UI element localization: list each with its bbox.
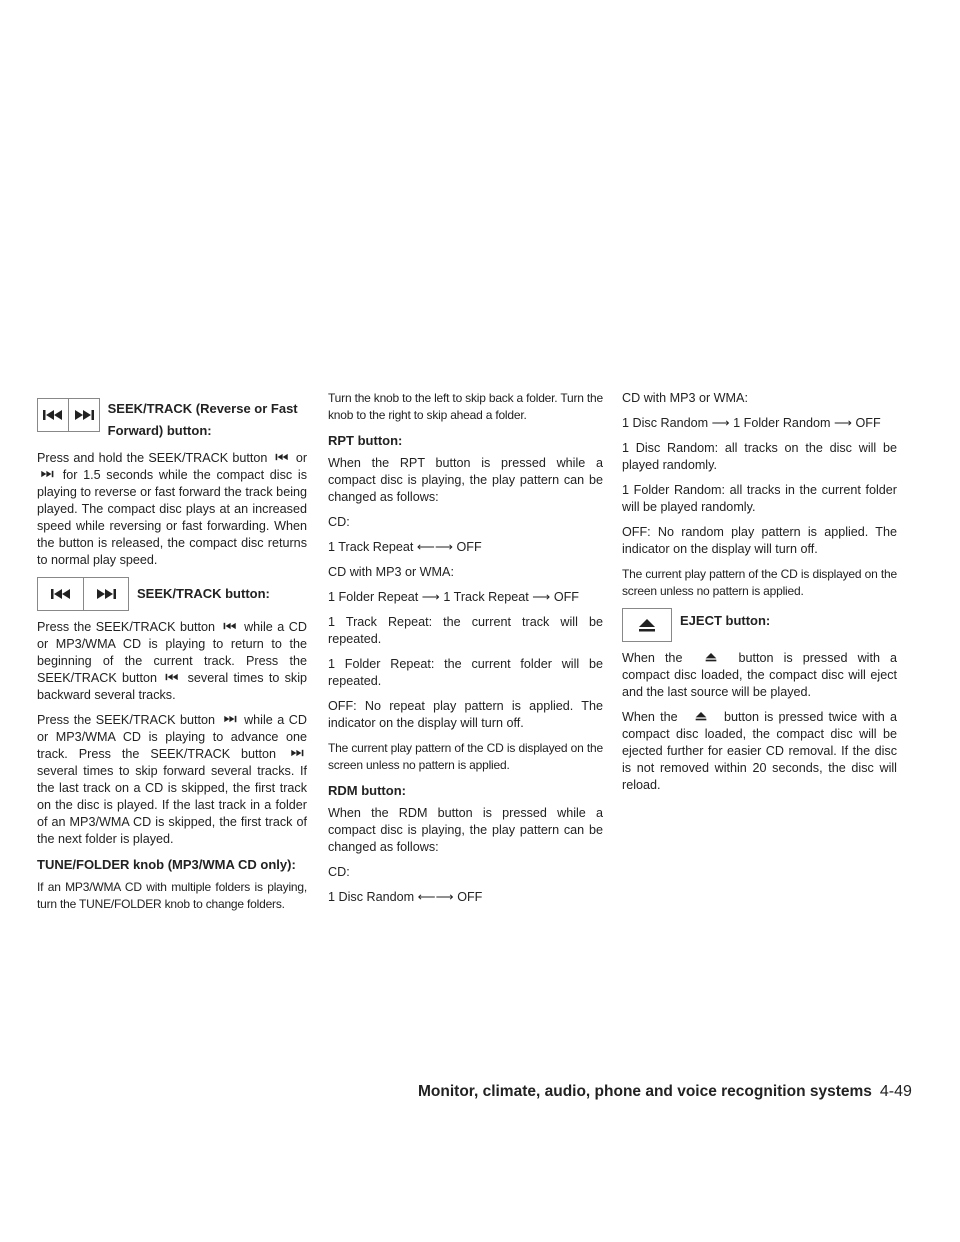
page-footer xyxy=(418,1083,912,1101)
rdm-intro: When the RDM button is pressed while a compact disc is playing, the play pattern can be changed as follows: xyxy=(328,806,603,854)
rdm-display-desc: The current play pattern of the CD is displayed on the screen unless no pattern is applied. xyxy=(622,567,897,598)
seek-track-hold-paragraph xyxy=(37,450,307,569)
tune-folder-paragraph: If an MP3/WMA CD with multiple folders is playing, turn the TUNE/FOLDER knob to change folders. xyxy=(37,880,307,911)
text-segment: several times to skip backward several tracks. xyxy=(37,671,308,702)
eject-icon xyxy=(705,652,717,662)
eject-title: EJECT button: xyxy=(680,613,771,628)
rdm-cd-label: CD: xyxy=(328,865,350,879)
rdm-heading: RDM button: xyxy=(328,783,406,798)
skip-back-button-graphic xyxy=(37,577,83,611)
seek-track-back-paragraph xyxy=(37,619,307,704)
text-segment: When the xyxy=(622,710,678,724)
rpt-display-desc: The current play pattern of the CD is displayed on the screen unless no pattern is applied. xyxy=(328,741,603,772)
eject-icon xyxy=(695,711,707,721)
seek-track-title: SEEK/TRACK button: xyxy=(137,586,270,601)
text-segment: while a CD or MP3/WMA CD is playing to advance one track. Press the SEEK/TRACK button xyxy=(37,713,307,761)
eject-button-graphic xyxy=(622,608,672,642)
text-segment: or xyxy=(295,451,308,465)
tune-folder-heading: TUNE/FOLDER knob (MP3/WMA CD only): xyxy=(37,857,296,872)
rdm-off-desc: OFF: No random play pattern is applied. The indicator on the display will turn off. xyxy=(622,525,897,556)
text-segment: Press the SEEK/TRACK button xyxy=(37,713,216,727)
text-segment: while a CD or MP3/WMA CD is playing to return to the beginning of the current track. Press the SEEK/TRACK button xyxy=(37,620,307,685)
skip-back-icon xyxy=(223,621,237,631)
seek-track-reverse-ff-title: SEEK/TRACK (Reverse or Fast Forward) button: xyxy=(107,401,298,438)
rpt-intro: When the RPT button is pressed while a compact disc is playing, the play pattern can be changed as follows: xyxy=(328,456,603,504)
rpt-cd-label: CD: xyxy=(328,515,350,529)
skip-back-icon xyxy=(275,452,289,462)
skip-back-icon xyxy=(165,672,179,682)
rpt-mp3-label: CD with MP3 or WMA: xyxy=(328,565,454,579)
skip-forward-icon xyxy=(290,748,304,758)
seek-track-forward-paragraph xyxy=(37,712,307,848)
rpt-track-desc: 1 Track Repeat: the current track will be repeated. xyxy=(328,615,603,646)
text-segment: Press and hold the SEEK/TRACK button xyxy=(37,451,268,465)
skip-forward-icon xyxy=(73,409,95,421)
rdm-mp3-sequence: 1 Disc Random ⟶ 1 Folder Random ⟶ OFF xyxy=(622,416,881,430)
column-2 xyxy=(328,390,603,914)
rdm-disc-desc: 1 Disc Random: all tracks on the disc will be played randomly. xyxy=(622,441,897,472)
column-3 xyxy=(622,390,897,802)
column-1 xyxy=(37,398,307,921)
rdm-mp3-label: CD with MP3 or WMA: xyxy=(622,391,748,405)
text-segment: button is pressed with a compact disc loaded, the compact disc will eject and the last source will be played. xyxy=(622,651,898,699)
page-number: 4-49 xyxy=(879,1083,912,1100)
skip-forward-icon xyxy=(40,469,54,479)
rpt-heading: RPT button: xyxy=(328,433,403,448)
rpt-off-desc: OFF: No repeat play pattern is applied. The indicator on the display will turn off. xyxy=(328,699,603,730)
seek-track-reverse-ff-heading xyxy=(37,398,307,442)
eject-paragraph-2 xyxy=(622,709,897,794)
skip-forward-icon xyxy=(223,714,237,724)
eject-paragraph-1 xyxy=(622,650,897,701)
skip-back-icon xyxy=(42,409,64,421)
rdm-folder-desc: 1 Folder Random: all tracks in the current folder will be played randomly. xyxy=(622,483,897,514)
skip-back-icon xyxy=(50,588,72,600)
eject-icon xyxy=(638,618,656,632)
eject-heading xyxy=(622,608,897,642)
footer-section-title: Monitor, climate, audio, phone and voice recognition systems xyxy=(418,1083,872,1100)
skip-forward-button-graphic xyxy=(68,398,99,432)
seek-track-heading xyxy=(37,577,307,611)
text-segment: Press the SEEK/TRACK button xyxy=(37,620,216,634)
text-segment: for 1.5 seconds while the compact disc is playing to reverse or fast forward the track being played. The compact disc plays at an increased speed while reversing or fast forwarding. When the button is released, the compact disc returns to normal play speed. xyxy=(37,468,307,567)
text-segment: several times to skip forward several tracks. If the last track on a CD is skipped, the first track on the disc is played. If the last track in a folder of an MP3/WMA CD is skipped, the first track of the next folder is played. xyxy=(37,764,307,846)
text-segment: button is pressed twice with a compact disc loaded, the compact disc will be ejected further for easier CD removal. If the disc is not removed within 20 seconds, the disc will reload. xyxy=(622,710,898,792)
skip-forward-icon xyxy=(95,588,117,600)
rpt-mp3-sequence: 1 Folder Repeat ⟶ 1 Track Repeat ⟶ OFF xyxy=(328,590,579,604)
skip-back-button-graphic xyxy=(37,398,68,432)
text-segment: When the xyxy=(622,651,683,665)
rdm-cd-sequence: 1 Disc Random ⟵⟶ OFF xyxy=(328,890,483,904)
skip-forward-button-graphic xyxy=(83,577,129,611)
rpt-cd-sequence: 1 Track Repeat ⟵⟶ OFF xyxy=(328,540,482,554)
tune-folder-paragraph-2: Turn the knob to the left to skip back a folder. Turn the knob to the right to skip ahead a folder. xyxy=(328,391,603,422)
rpt-folder-desc: 1 Folder Repeat: the current folder will be repeated. xyxy=(328,657,603,688)
